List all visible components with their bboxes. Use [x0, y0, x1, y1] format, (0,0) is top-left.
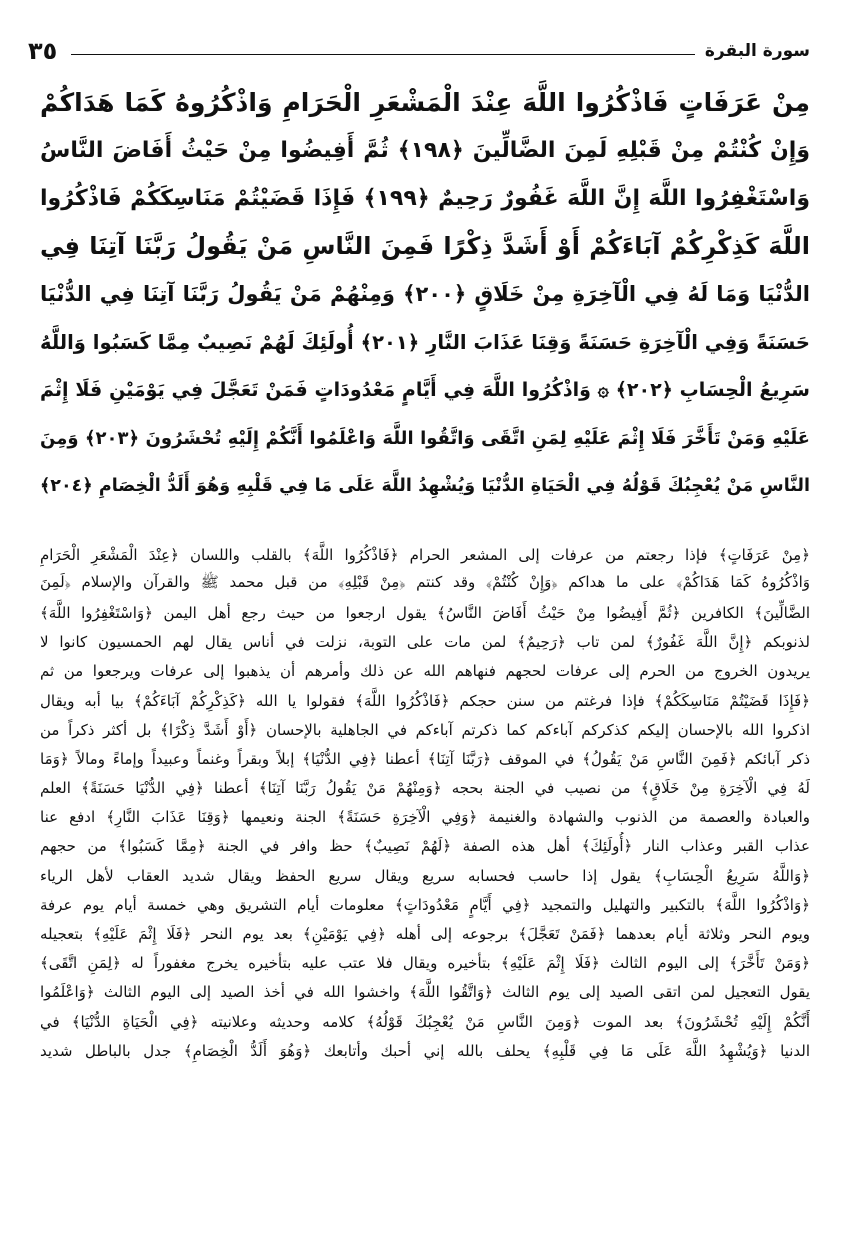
quran-line-text: وَاسْتَغْفِرُوا اللَّهَ إِنَّ اللَّهَ غَفُورٌ رَحِيمٌ ﴿١٩٩﴾ فَإِذَا قَضَيْتُمْ مَنَاسِكَكُمْ فَاذْكُرُوا [40, 185, 810, 211]
tafsir-line [40, 1007, 810, 1036]
tafsir-line [40, 774, 810, 803]
tafsir-line-text: لَهُ فِي الْآخِرَةِ مِنْ خَلَاقٍ﴾ من نصيب في الجنة بحجه ﴿وَمِنْهُمْ مَنْ يَقُولُ رَبَّنَا آتِنَا﴾ أعطنا ﴿فِي الدُّنْيَا حَسَنَةً﴾ العلم [40, 779, 810, 798]
quran-line [40, 222, 810, 270]
tafsir-line [40, 540, 810, 569]
quran-line [40, 414, 810, 462]
tafsir-line [40, 628, 810, 657]
quran-line-text: وَإِنْ كُنْتُمْ مِنْ قَبْلِهِ لَمِنَ الضَّالِّينَ ﴿١٩٨﴾ ثُمَّ أَفِيضُوا مِنْ حَيْثُ أَفَاضَ النَّاسُ [40, 137, 810, 163]
quran-line [40, 174, 810, 222]
tafsir-line-text: ﴿فَإِذَا قَضَيْتُمْ مَنَاسِكَكُمْ﴾ فإذا فرغتم من سنن حجكم ﴿فَاذْكُرُوا اللَّهَ﴾ فقولوا يا الله ﴿كَذِكْرِكُمْ آبَاءَكُمْ﴾ بيا أبه ويقال [40, 691, 810, 710]
quran-line [40, 318, 810, 366]
quran-line [40, 78, 810, 126]
quran-line-text: الدُّنْيَا وَمَا لَهُ فِي الْآخِرَةِ مِنْ خَلَاقٍ ﴿٢٠٠﴾ وَمِنْهُمْ مَنْ يَقُولُ رَبَّنَا آتِنَا فِي الدُّنْيَا [40, 282, 810, 306]
page-header [28, 34, 810, 68]
tafsir-line-text: أَنَّكُمْ إِلَيْهِ تُحْشَرُونَ﴾ بعد الموت ﴿وَمِنَ النَّاسِ مَنْ يُعْجِبُكَ قَوْلُهُ﴾ كلامه وحديثه وعلانيته ﴿فِي الْحَيَاةِ الدُّنْيَا﴾ في [40, 1012, 810, 1031]
tafsir-line [40, 715, 810, 744]
tafsir-line-text: ذكر آبائكم ﴿فَمِنَ النَّاسِ مَنْ يَقُولُ﴾ في الموقف ﴿رَبَّنَا آتِنَا﴾ أعطنا ﴿فِي الدُّنْيَا﴾ إبلاً وبقراً وغنماً وعبيداً وإماءً ومالاً ﴿وَمَا [40, 749, 810, 768]
tafsir-line-text: ﴿وَاللَّهُ سَرِيعُ الْحِسَابِ﴾ يقول إذا حاسب فحسابه سريع ويقال سريع الحفظ ويقال شديد العقاب لأهل الرياء [40, 866, 810, 885]
quran-line-text: حَسَنَةً وَفِي الْآخِرَةِ حَسَنَةً وَقِنَا عَذَابَ النَّارِ ﴿٢٠١﴾ أُولَئِكَ لَهُمْ نَصِيبٌ مِمَّا كَسَبُوا وَاللَّهُ [40, 330, 810, 354]
quran-line-text: اللَّهَ كَذِكْرِكُمْ آبَاءَكُمْ أَوْ أَشَدَّ ذِكْرًا فَمِنَ النَّاسِ مَنْ يَقُولُ رَبَّنَا آتِنَا فِي [40, 232, 810, 260]
tafsir-line [40, 803, 810, 832]
tafsir-line-text: يريدون الخروج من الحرم إلى عرفات لحجهم فنهاهم الله عن ذلك وأمرهم أن يذهبوا إلى عرفات ويرجعوا من ثم [40, 662, 810, 681]
tafsir-line [40, 949, 810, 978]
tafsir-line [40, 832, 810, 861]
header-rule [71, 54, 695, 55]
tafsir-text-block [40, 540, 810, 1220]
quran-line [40, 366, 810, 414]
quran-line-text: عَلَيْهِ وَمَنْ تَأَخَّرَ فَلَا إِثْمَ عَلَيْهِ لِمَنِ اتَّقَى وَاتَّقُوا اللَّهَ وَاعْلَمُوا أَنَّكُمْ إِلَيْهِ تُحْشَرُونَ ﴿٢٠٣﴾ وَمِنَ [40, 427, 810, 449]
tafsir-line-text: والعبادة والعصمة من الذنوب والشهادة والغنيمة ﴿وَفِي الْآخِرَةِ حَسَنَةً﴾ الجنة ونعيمها ﴿وَقِنَا عَذَابَ النَّارِ﴾ ادفع عنا [40, 808, 810, 827]
tafsir-line [40, 657, 810, 686]
tafsir-line-text: ﴿وَاذْكُرُوا اللَّهَ﴾ بالتكبير والتهليل والتمجيد ﴿فِي أَيَّامٍ مَعْدُودَاتٍ﴾ معلومات أيام التشريق وهي خمسة أيام يوم عرفة [40, 895, 810, 914]
tafsir-line-text: ويوم النحر وثلاثة أيام بعدهما ﴿فَمَنْ تَعَجَّلَ﴾ برجوعه إلى أهله ﴿فِي يَوْمَيْنِ﴾ بعد يوم النحر ﴿فَلَا إِثْمَ عَلَيْهِ﴾ بتعجيله [40, 925, 810, 944]
tafsir-line-text: وَاذْكُرُوهُ كَمَا هَدَاكُمْ﴾ على ما هداكم ﴿وَإِنْ كُنْتُمْ﴾ وقد كنتم ﴿مِنْ قَبْلِهِ﴾ من قبل محمد ﷺ والقرآن والإسلام ﴿لَمِنَ [40, 572, 810, 591]
tafsir-line-text: لذنوبكم ﴿إِنَّ اللَّهَ غَفُورٌ﴾ لمن تاب ﴿رَحِيمٌ﴾ لمن مات على التوبة، نزلت في أناس يقال لهم الحمسيون كانوا لا [40, 633, 810, 652]
tafsir-line-text: اذكروا الله بالإحسان إليكم كذكركم آباءكم كما ذكرتم آباءكم في الجاهلية بالإحسان ﴿أَوْ أَشَدَّ ذِكْرًا﴾ بل أكثر ذكراً من [40, 720, 810, 739]
surah-title: سورة البقرة [704, 41, 810, 61]
quran-line-text: مِنْ عَرَفَاتٍ فَاذْكُرُوا اللَّهَ عِنْدَ الْمَشْعَرِ الْحَرَامِ وَاذْكُرُوهُ كَمَا هَدَاكُمْ [40, 87, 810, 117]
tafsir-line-text: ﴿وَمَنْ تَأَخَّرَ﴾ إلى اليوم الثالث ﴿فَلَا إِثْمَ عَلَيْهِ﴾ بتأخيره ويقال فلا عتب عليه بتأخيره يخرج مغفوراً له ﴿لِمَنِ اتَّقَى﴾ [40, 954, 810, 973]
tafsir-line [40, 919, 810, 948]
tafsir-line [40, 598, 810, 627]
tafsir-line [40, 861, 810, 890]
quran-text-block [40, 78, 810, 518]
tafsir-line-text: ﴿مِنْ عَرَفَاتٍ﴾ فإذا رجعتم من عرفات إلى المشعر الحرام ﴿فَاذْكُرُوا اللَّهَ﴾ بالقلب واللسان ﴿عِنْدَ الْمَشْعَرِ الْحَرَامِ [40, 545, 810, 564]
tafsir-line-text: عذاب القبر وعذاب النار ﴿أُولَئِكَ﴾ أهل هذه الصفة ﴿لَهُمْ نَصِيبٌ﴾ حظ وافر في الجنة ﴿مِمَّا كَسَبُوا﴾ من حجهم [40, 837, 810, 856]
quran-line-text: سَرِيعُ الْحِسَابِ ﴿٢٠٢﴾ ۞ وَاذْكُرُوا اللَّهَ فِي أَيَّامٍ مَعْدُودَاتٍ فَمَنْ تَعَجَّلَ فِي يَوْمَيْنِ فَلَا إِثْمَ [40, 379, 810, 401]
page-number: ٣٥ [28, 37, 58, 65]
tafsir-line-text: الدنيا ﴿وَيُشْهِدُ اللَّهَ عَلَى مَا فِي قَلْبِهِ﴾ يحلف بالله إني أحبك وأتابعك ﴿وَهُوَ أَلَدُّ الْخِصَامِ﴾ جدل بالباطل شديد [40, 1041, 810, 1060]
tafsir-line [40, 890, 810, 919]
tafsir-line-text: الضَّالِّينَ﴾ الكافرين ﴿ثُمَّ أَفِيضُوا مِنْ حَيْثُ أَفَاضَ النَّاسُ﴾ يقول ارجعوا من حيث رجع أهل اليمن ﴿وَاسْتَغْفِرُوا اللَّهَ﴾ [40, 603, 810, 622]
tafsir-line [40, 978, 810, 1007]
quran-line [40, 462, 810, 510]
tafsir-line [40, 569, 810, 598]
quran-line [40, 126, 810, 174]
tafsir-line [40, 1036, 810, 1065]
tafsir-line-text: يقول التعجيل لمن اتقى الصيد إلى يوم الثالث ﴿وَاتَّقُوا اللَّهَ﴾ واخشوا الله في أخذ الصيد إلى اليوم الثالث ﴿وَاعْلَمُوا [40, 983, 810, 1002]
quran-line-text: النَّاسِ مَنْ يُعْجِبُكَ قَوْلُهُ فِي الْحَيَاةِ الدُّنْيَا وَيُشْهِدُ اللَّهَ عَلَى مَا فِي قَلْبِهِ وَهُوَ أَلَدُّ الْخِصَامِ ﴿٢٠٤﴾ [40, 476, 810, 496]
tafsir-line [40, 686, 810, 715]
quran-line [40, 270, 810, 318]
tafsir-line [40, 744, 810, 773]
